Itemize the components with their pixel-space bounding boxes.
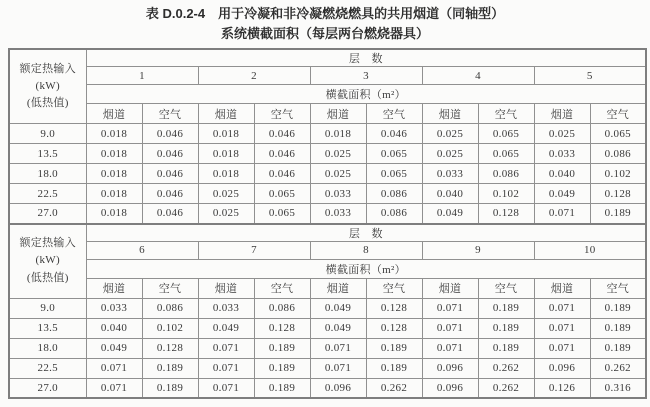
- rated-heat-input-line: 额定热输入: [19, 62, 76, 75]
- heat-input-value: 22.5: [9, 184, 86, 204]
- area-value-cell: 0.046: [142, 164, 198, 184]
- floor-number-6: 6: [86, 241, 198, 259]
- area-value-cell: 0.071: [422, 318, 478, 338]
- rated-heat-input-line: (低热值): [26, 97, 69, 110]
- table-row: [9, 144, 646, 164]
- heat-input-value: 9.0: [9, 298, 86, 318]
- area-value-cell: 0.086: [142, 298, 198, 318]
- floors-count-label: 层 数: [86, 49, 646, 67]
- area-value-cell: 0.049: [310, 298, 366, 318]
- air-column-header: 空气: [366, 278, 422, 298]
- area-value-cell: 0.046: [142, 124, 198, 144]
- floor-number-10: 10: [534, 241, 646, 259]
- area-value-cell: 0.189: [366, 358, 422, 378]
- area-value-cell: 0.189: [590, 298, 646, 318]
- area-value-cell: 0.033: [310, 204, 366, 224]
- air-column-header: 空气: [478, 278, 534, 298]
- area-value-cell: 0.189: [142, 378, 198, 398]
- area-value-cell: 0.189: [478, 298, 534, 318]
- area-value-cell: 0.033: [310, 184, 366, 204]
- floor-number-3: 3: [310, 67, 422, 85]
- rated-heat-input-line: (kW): [35, 254, 60, 267]
- area-value-cell: 0.189: [590, 204, 646, 224]
- table-title: [0, 0, 650, 43]
- area-value-cell: 0.071: [534, 318, 590, 338]
- area-value-cell: 0.189: [590, 338, 646, 358]
- air-column-header: 空气: [590, 104, 646, 124]
- area-value-cell: 0.033: [86, 298, 142, 318]
- area-value-cell: 0.018: [86, 204, 142, 224]
- area-value-cell: 0.189: [254, 378, 310, 398]
- flue-column-header: 烟道: [310, 278, 366, 298]
- air-column-header: 空气: [142, 104, 198, 124]
- area-value-cell: 0.071: [422, 338, 478, 358]
- area-value-cell: 0.040: [86, 318, 142, 338]
- floor-number-7: 7: [198, 241, 310, 259]
- area-value-cell: 0.065: [478, 124, 534, 144]
- flue-area-table: [8, 48, 647, 399]
- area-value-cell: 0.189: [254, 358, 310, 378]
- flue-column-header: 烟道: [422, 278, 478, 298]
- flue-column-header: 烟道: [534, 278, 590, 298]
- area-value-cell: 0.025: [534, 124, 590, 144]
- area-value-cell: 0.046: [254, 124, 310, 144]
- area-value-cell: 0.040: [422, 184, 478, 204]
- area-value-cell: 0.096: [310, 378, 366, 398]
- area-value-cell: 0.025: [422, 124, 478, 144]
- area-value-cell: 0.071: [310, 358, 366, 378]
- area-value-cell: 0.126: [534, 378, 590, 398]
- floor-number-1: 1: [86, 67, 198, 85]
- area-value-cell: 0.049: [198, 318, 254, 338]
- heat-input-value: 27.0: [9, 204, 86, 224]
- table-section-floors-1-to-5: [9, 49, 646, 224]
- flue-column-header: 烟道: [534, 104, 590, 124]
- air-column-header: 空气: [254, 104, 310, 124]
- area-value-cell: 0.128: [254, 318, 310, 338]
- area-value-cell: 0.102: [478, 184, 534, 204]
- area-value-cell: 0.086: [366, 204, 422, 224]
- area-value-cell: 0.189: [478, 318, 534, 338]
- area-value-cell: 0.018: [86, 164, 142, 184]
- heat-input-value: 22.5: [9, 358, 86, 378]
- area-value-cell: 0.071: [534, 204, 590, 224]
- area-value-cell: 0.071: [310, 338, 366, 358]
- table-row: [9, 298, 646, 318]
- flue-column-header: 烟道: [198, 278, 254, 298]
- area-value-cell: 0.046: [366, 124, 422, 144]
- area-value-cell: 0.262: [366, 378, 422, 398]
- air-column-header: 空气: [590, 278, 646, 298]
- area-value-cell: 0.018: [86, 184, 142, 204]
- rated-heat-input-line: (低热值): [26, 271, 69, 284]
- heat-input-value: 9.0: [9, 124, 86, 144]
- area-value-cell: 0.189: [478, 338, 534, 358]
- floors-count-label: 层 数: [86, 224, 646, 242]
- area-value-cell: 0.071: [198, 358, 254, 378]
- floor-number-4: 4: [422, 67, 534, 85]
- flue-column-header: 烟道: [86, 104, 142, 124]
- floor-number-5: 5: [534, 67, 646, 85]
- table-row: [9, 164, 646, 184]
- area-value-cell: 0.065: [366, 164, 422, 184]
- area-value-cell: 0.189: [590, 318, 646, 338]
- cross-section-area-label: 横截面积（m²）: [86, 259, 646, 278]
- area-value-cell: 0.049: [422, 204, 478, 224]
- area-value-cell: 0.102: [142, 318, 198, 338]
- area-value-cell: 0.046: [254, 164, 310, 184]
- area-value-cell: 0.071: [534, 298, 590, 318]
- floor-number-9: 9: [422, 241, 534, 259]
- area-value-cell: 0.086: [478, 164, 534, 184]
- area-value-cell: 0.189: [366, 338, 422, 358]
- area-value-cell: 0.071: [534, 338, 590, 358]
- area-value-cell: 0.025: [422, 144, 478, 164]
- cross-section-area-label: 横截面积（m²）: [86, 85, 646, 104]
- table-row: [9, 184, 646, 204]
- flue-column-header: 烟道: [422, 104, 478, 124]
- rated-heat-input-line: (kW): [35, 79, 60, 92]
- heat-input-value: 18.0: [9, 164, 86, 184]
- flue-column-header: 烟道: [86, 278, 142, 298]
- table-row: [9, 338, 646, 358]
- table-section-floors-6-to-10: [9, 224, 646, 399]
- rated-heat-input-line: 额定热输入: [19, 237, 76, 250]
- area-value-cell: 0.018: [86, 124, 142, 144]
- area-value-cell: 0.096: [422, 358, 478, 378]
- area-value-cell: 0.018: [198, 144, 254, 164]
- area-value-cell: 0.065: [366, 144, 422, 164]
- table-row: [9, 358, 646, 378]
- area-value-cell: 0.128: [142, 338, 198, 358]
- table-row: [9, 124, 646, 144]
- area-value-cell: 0.096: [534, 358, 590, 378]
- area-value-cell: 0.046: [142, 204, 198, 224]
- area-value-cell: 0.065: [254, 204, 310, 224]
- area-value-cell: 0.033: [534, 144, 590, 164]
- area-value-cell: 0.049: [310, 318, 366, 338]
- area-value-cell: 0.262: [590, 358, 646, 378]
- area-value-cell: 0.096: [422, 378, 478, 398]
- area-value-cell: 0.018: [198, 124, 254, 144]
- area-value-cell: 0.046: [142, 144, 198, 164]
- area-value-cell: 0.086: [590, 144, 646, 164]
- area-value-cell: 0.128: [366, 318, 422, 338]
- area-value-cell: 0.065: [254, 184, 310, 204]
- area-value-cell: 0.040: [534, 164, 590, 184]
- area-value-cell: 0.046: [142, 184, 198, 204]
- air-column-header: 空气: [254, 278, 310, 298]
- rated-heat-input-header: [9, 49, 86, 124]
- area-value-cell: 0.071: [198, 378, 254, 398]
- area-value-cell: 0.018: [198, 164, 254, 184]
- heat-input-value: 13.5: [9, 318, 86, 338]
- area-value-cell: 0.102: [590, 164, 646, 184]
- area-value-cell: 0.128: [590, 184, 646, 204]
- heat-input-value: 13.5: [9, 144, 86, 164]
- area-value-cell: 0.018: [310, 124, 366, 144]
- area-value-cell: 0.071: [86, 358, 142, 378]
- area-value-cell: 0.018: [86, 144, 142, 164]
- flue-column-header: 烟道: [310, 104, 366, 124]
- air-column-header: 空气: [366, 104, 422, 124]
- rated-heat-input-header: [9, 224, 86, 299]
- air-column-header: 空气: [478, 104, 534, 124]
- area-value-cell: 0.189: [254, 338, 310, 358]
- area-value-cell: 0.049: [534, 184, 590, 204]
- area-value-cell: 0.049: [86, 338, 142, 358]
- area-value-cell: 0.316: [590, 378, 646, 398]
- table-title-line1: 表 D.0.2-4 用于冷凝和非冷凝燃烧燃具的共用烟道（同轴型）: [145, 6, 505, 21]
- table-title-line2: 系统横截面积（每层两台燃烧器具）: [220, 25, 429, 41]
- area-value-cell: 0.065: [478, 144, 534, 164]
- area-value-cell: 0.046: [254, 144, 310, 164]
- area-value-cell: 0.128: [478, 204, 534, 224]
- area-value-cell: 0.071: [86, 378, 142, 398]
- heat-input-value: 18.0: [9, 338, 86, 358]
- area-value-cell: 0.128: [366, 298, 422, 318]
- heat-input-value: 27.0: [9, 378, 86, 398]
- floor-number-2: 2: [198, 67, 310, 85]
- table-row: [9, 318, 646, 338]
- table-row: [9, 204, 646, 224]
- area-value-cell: 0.025: [198, 184, 254, 204]
- area-value-cell: 0.071: [198, 338, 254, 358]
- air-column-header: 空气: [142, 278, 198, 298]
- area-value-cell: 0.025: [310, 164, 366, 184]
- table-row: [9, 378, 646, 398]
- area-value-cell: 0.086: [254, 298, 310, 318]
- area-value-cell: 0.065: [590, 124, 646, 144]
- area-value-cell: 0.025: [198, 204, 254, 224]
- area-value-cell: 0.189: [142, 358, 198, 378]
- area-value-cell: 0.033: [198, 298, 254, 318]
- area-value-cell: 0.033: [422, 164, 478, 184]
- area-value-cell: 0.086: [366, 184, 422, 204]
- area-value-cell: 0.262: [478, 358, 534, 378]
- flue-column-header: 烟道: [198, 104, 254, 124]
- area-value-cell: 0.025: [310, 144, 366, 164]
- area-value-cell: 0.262: [478, 378, 534, 398]
- floor-number-8: 8: [310, 241, 422, 259]
- area-value-cell: 0.071: [422, 298, 478, 318]
